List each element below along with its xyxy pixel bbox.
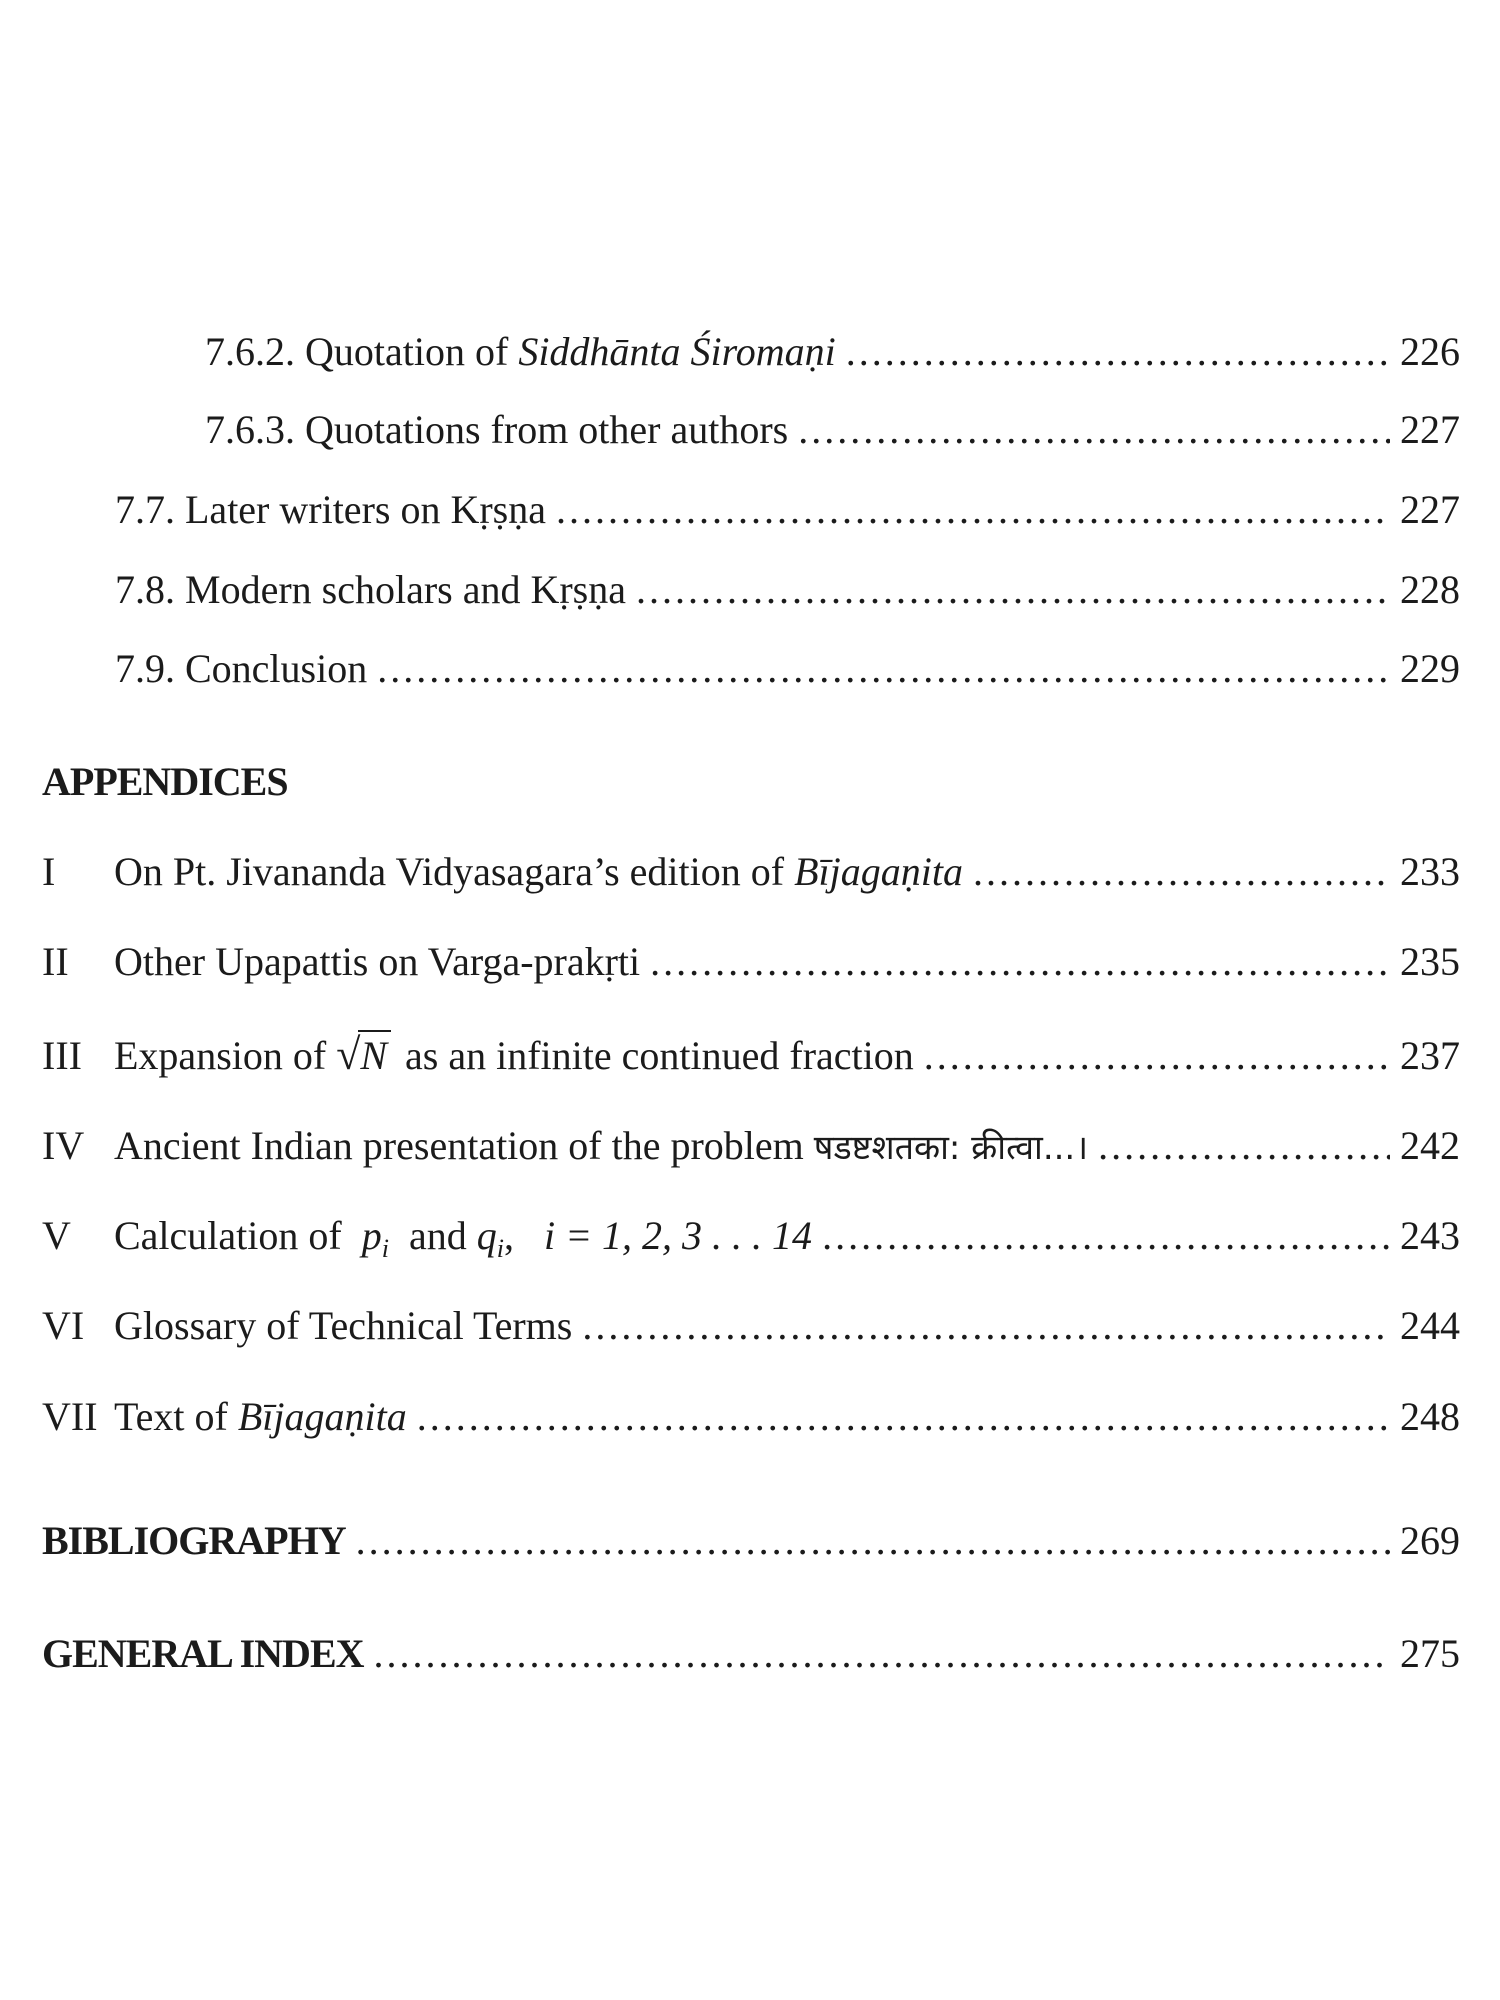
dot-leader (650, 938, 1390, 986)
section-title: Later writers on Kṛṣṇa (185, 487, 546, 532)
toc-entry-appendix-i[interactable] (42, 848, 1460, 896)
index-range: i = 1, 2, 3 . . . 14 (543, 1213, 813, 1258)
page-number: 233 (1400, 849, 1460, 894)
radical-sign: √ (336, 1030, 361, 1079)
toc-entry-general-index[interactable] (42, 1630, 1460, 1678)
dot-leader (822, 1212, 1390, 1260)
toc-entry-7-6-3[interactable] (205, 406, 1460, 454)
section-number: 7.7. (115, 487, 175, 532)
page-number: 244 (1400, 1303, 1460, 1348)
section-title: Conclusion (185, 646, 368, 691)
toc-entry-7-8[interactable] (115, 566, 1460, 614)
dot-leader (973, 848, 1390, 896)
dot-leader (374, 1630, 1390, 1678)
variable-q: q (476, 1213, 497, 1258)
section-title: Quotation of Siddhānta Śiromaṇi (305, 329, 836, 374)
dot-leader (356, 1517, 1390, 1565)
appendix-title: Other Upapattis on Varga-prakṛti (114, 939, 641, 984)
page-number: 275 (1400, 1631, 1460, 1676)
dot-leader (924, 1032, 1390, 1080)
toc-entry-appendix-ii[interactable] (42, 938, 1460, 986)
dot-leader (1098, 1122, 1390, 1170)
variable-p: p (361, 1213, 382, 1258)
appendix-number: III (42, 1033, 82, 1078)
sanskrit-phrase: षडष्टशतका: क्रीत्वा...। (813, 1128, 1089, 1168)
appendix-number: VI (42, 1303, 85, 1348)
appendix-number: VII (42, 1394, 98, 1439)
appendix-title: Glossary of Technical Terms (114, 1303, 573, 1348)
appendices-heading: APPENDICES (42, 759, 288, 804)
dot-leader (556, 486, 1390, 534)
dot-leader (636, 566, 1390, 614)
general-index-label: GENERAL INDEX (42, 1631, 364, 1676)
appendix-number: V (42, 1213, 71, 1258)
appendix-title: Expansion of √N as an infinite continued fraction (114, 1030, 914, 1079)
appendix-title: Calculation of $p_i$ and $q_i$, i = 1, 2, 3 . . . 14 (114, 1213, 813, 1263)
section-title: Quotations from other authors (305, 407, 789, 452)
dot-leader (846, 328, 1390, 376)
page-number: 228 (1400, 567, 1460, 612)
page-number: 248 (1400, 1394, 1460, 1439)
page-number: 269 (1400, 1518, 1460, 1563)
section-title: Modern scholars and Kṛṣṇa (185, 567, 626, 612)
page-number: 235 (1400, 939, 1460, 984)
dot-leader (377, 645, 1390, 693)
dot-leader (582, 1302, 1390, 1350)
toc-entry-7-9[interactable] (115, 645, 1460, 693)
appendix-number: IV (42, 1123, 85, 1168)
page-number: 227 (1400, 487, 1460, 532)
section-number: 7.6.2. (205, 329, 295, 374)
page-number: 237 (1400, 1033, 1460, 1078)
bibliography-label: BIBLIOGRAPHY (42, 1518, 346, 1563)
toc-entry-appendix-iii[interactable] (42, 1030, 1460, 1080)
appendix-number: II (42, 939, 69, 984)
toc-entry-appendix-iv[interactable] (42, 1122, 1460, 1172)
dot-leader (417, 1393, 1390, 1441)
appendix-title: Ancient Indian presentation of the problem षडष्टशतका: क्रीत्वा...। (114, 1123, 1089, 1168)
toc-entry-7-7[interactable] (115, 486, 1460, 534)
section-number: 7.9. (115, 646, 175, 691)
appendix-number: I (42, 849, 56, 894)
page-number: 226 (1400, 329, 1460, 374)
toc-entry-appendix-vii[interactable] (42, 1393, 1460, 1441)
appendix-title: Text of Bījagaṇita (114, 1394, 407, 1439)
page-number: 227 (1400, 407, 1460, 452)
section-number: 7.6.3. (205, 407, 295, 452)
toc-entry-bibliography[interactable] (42, 1517, 1460, 1565)
page-number: 243 (1400, 1213, 1460, 1258)
toc-entry-appendix-vi[interactable] (42, 1302, 1460, 1350)
appendix-title: On Pt. Jivananda Vidyasagara’s edition of Bījagaṇita (114, 849, 963, 894)
dot-leader (798, 406, 1390, 454)
square-root-expression (336, 1030, 391, 1080)
page-number: 242 (1400, 1123, 1460, 1168)
toc-entry-appendix-v[interactable] (42, 1212, 1460, 1273)
page-number: 229 (1400, 646, 1460, 691)
toc-entry-7-6-2[interactable] (205, 328, 1460, 376)
radicand: N (358, 1030, 391, 1080)
section-number: 7.8. (115, 567, 175, 612)
